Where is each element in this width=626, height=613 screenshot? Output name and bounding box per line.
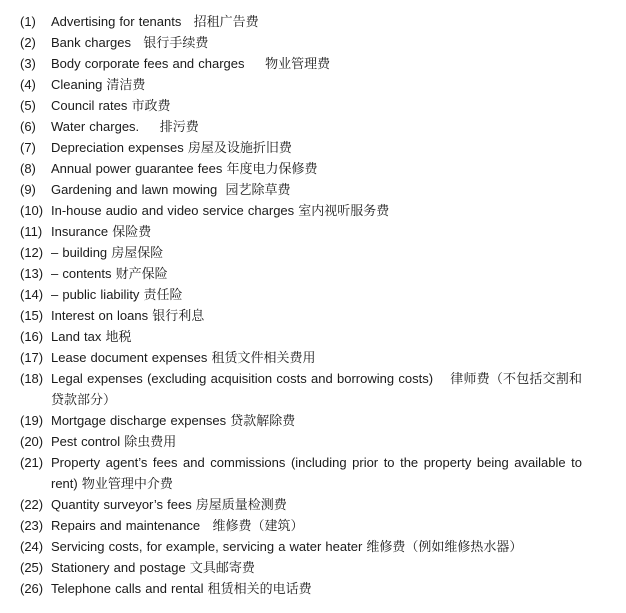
item-text: Pest control 除虫费用 — [51, 434, 177, 449]
item-text: Servicing costs, for example, servicing a water heater 维修费（例如维修热水器） — [51, 539, 523, 554]
list-item — [20, 158, 582, 179]
list-item — [20, 536, 582, 557]
item-text: Water charges. 排污费 — [51, 119, 199, 134]
item-text: Cleaning 清洁费 — [51, 77, 146, 92]
list-item — [20, 11, 582, 32]
list-item — [20, 137, 582, 158]
item-number: (17) — [20, 350, 44, 365]
item-number: (5) — [20, 98, 36, 113]
item-text: Annual power guarantee fees 年度电力保修费 — [51, 161, 318, 176]
item-text: In-house audio and video service charges 室内视听服务费 — [51, 203, 390, 218]
item-number: (18) — [20, 371, 44, 386]
item-text: Repairs and maintenance 维修费（建筑） — [51, 518, 304, 533]
list-item — [20, 179, 582, 200]
list-item — [20, 326, 582, 347]
item-text: Quantity surveyor’s fees 房屋质量检测费 — [51, 497, 287, 512]
item-number: (14) — [20, 287, 44, 302]
item-number: (16) — [20, 329, 44, 344]
item-text: Legal expenses (excluding acquisition costs and borrowing costs) 律师费（不包括交割和贷款部分） — [51, 371, 582, 407]
list-item — [20, 410, 582, 431]
item-text: Telephone calls and rental 租赁相关的电话费 — [51, 581, 312, 596]
item-text: – building 房屋保险 — [51, 245, 164, 260]
item-number: (6) — [20, 119, 36, 134]
list-item — [20, 116, 582, 137]
list-item — [20, 431, 582, 452]
item-number: (13) — [20, 266, 44, 281]
item-text: Insurance 保险费 — [51, 224, 152, 239]
item-number: (11) — [20, 224, 43, 239]
item-text: Council rates 市政费 — [51, 98, 171, 113]
list-item — [20, 263, 582, 284]
item-number: (21) — [20, 455, 44, 470]
list-item — [20, 74, 582, 95]
item-text: Depreciation expenses 房屋及设施折旧费 — [51, 140, 292, 155]
list-item — [20, 578, 582, 599]
list-item — [20, 95, 582, 116]
item-text: – contents 财产保险 — [51, 266, 168, 281]
list-item — [20, 305, 582, 326]
list-item — [20, 32, 582, 53]
item-number: (24) — [20, 539, 44, 554]
item-text: Bank charges 银行手续费 — [51, 35, 209, 50]
list-item — [20, 515, 582, 536]
item-number: (19) — [20, 413, 44, 428]
item-text: Interest on loans 银行利息 — [51, 308, 205, 323]
item-number: (20) — [20, 434, 44, 449]
list-item — [20, 284, 582, 305]
item-number: (15) — [20, 308, 44, 323]
list-item — [20, 557, 582, 578]
list-item — [20, 368, 582, 410]
item-text: Stationery and postage 文具邮寄费 — [51, 560, 255, 575]
item-number: (23) — [20, 518, 44, 533]
item-text: Mortgage discharge expenses 贷款解除费 — [51, 413, 296, 428]
list-item — [20, 221, 582, 242]
item-text: – public liability 责任险 — [51, 287, 183, 302]
item-number: (10) — [20, 203, 44, 218]
item-number: (4) — [20, 77, 36, 92]
item-number: (26) — [20, 581, 44, 596]
item-text: Land tax 地税 — [51, 329, 132, 344]
item-number: (3) — [20, 56, 36, 71]
list-item — [20, 242, 582, 263]
expense-glossary-list — [20, 11, 587, 599]
item-number: (25) — [20, 560, 44, 575]
item-number: (7) — [20, 140, 36, 155]
item-text: Gardening and lawn mowing 园艺除草费 — [51, 182, 291, 197]
list-item — [20, 347, 582, 368]
item-number: (8) — [20, 161, 36, 176]
item-text: Property agent’s fees and commissions (including prior to the property being available to rent) 物业管理中介费 — [51, 455, 587, 491]
item-text: Body corporate fees and charges 物业管理费 — [51, 56, 331, 71]
item-number: (22) — [20, 497, 44, 512]
item-number: (1) — [20, 14, 36, 29]
list-item — [20, 200, 582, 221]
item-number: (9) — [20, 182, 36, 197]
item-text: Lease document expenses 租赁文件相关费用 — [51, 350, 316, 365]
item-text: Advertising for tenants 招租广告费 — [51, 14, 259, 29]
list-item — [20, 53, 582, 74]
list-item — [20, 452, 587, 494]
list-item — [20, 494, 582, 515]
item-number: (12) — [20, 245, 44, 260]
item-number: (2) — [20, 35, 36, 50]
